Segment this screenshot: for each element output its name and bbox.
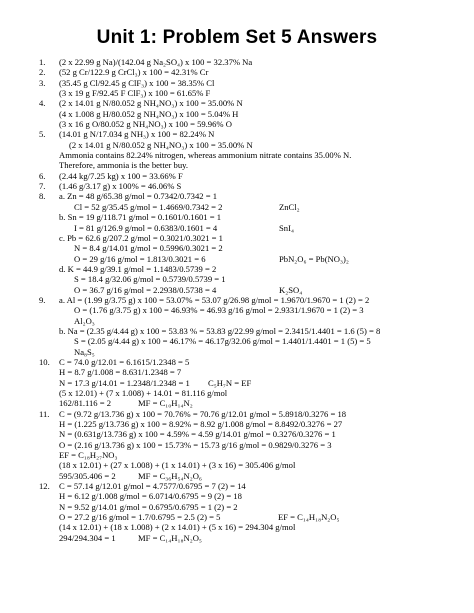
answer-text: C = 57.14 g/12.01 g/mol = 4.7577/0.6795 = 7 (2) = 14 [59,481,246,492]
answer-line [0,202,474,212]
answer-line [0,140,474,150]
formula-result: MF = C₃₆H₅₄N₂O₆ [138,470,202,481]
answer-text: (3 x 19 g F/92.45 F ClF₃) x 100 = 61.65% F [59,88,211,99]
answer-text: (2.44 kg/7.25 kg) x 100 = 33.66% F [59,170,183,181]
answer-text: 595/305.406 = 2 [59,470,116,481]
answer-line [0,388,474,398]
answer-text: a. Al = (1.99 g/3.75 g) x 100 = 53.07% = 53.07 g/26.98 g/mol = 1.9670/1.9670 = 1 (2) = 2 [59,294,370,305]
answer-text: (2 x 14.01 g N/80.052 g NH₄NO₃) x 100 = 35.00% N [59,98,243,109]
problem-number: 4. [39,98,46,109]
answer-text: b. Na = (2.35 g/4.44 g) x 100 = 53.83 % = 53.83 g/22.99 g/mol = 2.3415/1.4401 = 1.6 (5) = 8 [59,325,381,336]
answer-line [0,491,474,501]
answer-text: d. K = 44.9 g/39.1 g/mol = 1.1483/0.5739 = 2 [59,263,217,274]
answer-text: (14 x 12.01) + (18 x 1.008) + (2 x 14.01) + (5 x 16) = 294.304 g/mol [59,522,296,533]
answer-line [0,522,474,532]
answer-line [0,254,474,264]
formula-result: SnI₄ [279,222,294,233]
answer-line [0,471,474,481]
answer-line [0,429,474,439]
answer-line [0,109,474,119]
answer-text: O = 27.2 g/16 g/mol = 1.7/0.6795 = 2.5 (2) = 5 [59,512,221,523]
answer-line [0,481,474,491]
answer-text: (3 x 16 g O/80.052 g NH₄NO₃) x 100 = 59.96% O [59,119,232,130]
answer-line [0,398,474,408]
answer-line [0,533,474,543]
answer-text: I = 81 g/126.9 g/mol = 0.6383/0.1601 = 4 [74,222,218,233]
answer-text: S = (2.05 g/4.44 g) x 100 = 46.17% = 46.17g/32.06 g/mol = 1.4401/1.4401 = 1 (5) = 5 [74,336,371,347]
answer-text: H = 8.7 g/1.008 = 8.631/1.2348 = 7 [59,367,182,378]
answer-text: H = 6.12 g/1.008 g/mol = 6.0714/0.6795 = 9 (2) = 18 [59,491,242,502]
answer-line [0,191,474,201]
formula-result: MF = C₁₄H₁₈N₂O₅ [138,532,202,543]
formula-result: PbN₂O₆ = Pb(NO₃)₂ [279,253,349,264]
answer-line [0,409,474,419]
answer-line [0,305,474,315]
answer-text: C = (9.72 g/13.736 g) x 100 = 70.76% = 70.76 g/12.01 g/mol = 5.8918/0.3276 = 18 [59,408,347,419]
answer-text: Na₈S₅ [74,346,95,357]
answer-text: N = 8.4 g/14.01 g/mol = 0.5996/0.3021 = 2 [74,243,223,254]
answer-text: O = (2.16 g/13.736 g) x 100 = 15.73% = 15.73 g/16 g/mol = 0.9829/0.3276 = 3 [59,439,332,450]
answer-line [0,285,474,295]
answer-text: (2 x 22.99 g Na)/(142.04 g Na₂SO₄) x 100 = 32.37% Na [59,57,253,67]
answer-list [0,57,474,543]
answer-text: S = 18.4 g/32.06 g/mol = 0.5739/0.5739 = 1 [74,274,226,285]
problem-number: 11. [39,408,50,419]
answer-line [0,119,474,129]
page-title: Unit 1: Problem Set 5 Answers [96,27,378,48]
answer-line [0,129,474,139]
answer-text: (14.01 g N/17.034 g NH₃) x 100 = 82.24% N [59,129,215,140]
answer-line [0,264,474,274]
answer-line [0,223,474,233]
answer-line [0,512,474,522]
answer-text: N = 9.52 g/14.01 g/mol = 0.6795/0.6795 = 1 (2) = 2 [59,501,238,512]
answer-text: O = 29 g/16 g/mol = 1.813/0.3021 = 6 [74,253,206,264]
problem-number: 9. [39,294,46,305]
answer-text: EF = C₁₈H₂₇NO₃ [59,450,118,461]
answer-text: (18 x 12.01) + (27 x 1.008) + (1 x 14.01) + (3 x 16) = 305.406 g/mol [59,460,296,471]
formula-result: MF = C₁₀H₁₄N₂ [138,398,193,409]
answer-line [0,326,474,336]
answer-line [0,450,474,460]
answer-line [0,357,474,367]
problem-number: 10. [39,356,50,367]
formula-result: C₅H₇N = EF [208,377,252,388]
answer-text: (35.45 g Cl/92.45 g ClF₃) x 100 = 38.35% Cl [59,77,215,88]
answer-text: 162/81.116 = 2 [59,398,112,409]
answer-line [0,367,474,377]
answer-text: (52 g Cr/122.9 g CrCl₃) x 100 = 42.31% Cr [59,67,209,78]
answer-line [0,295,474,305]
problem-number: 2. [39,67,46,78]
answer-line [0,160,474,170]
formula-result: EF = C₁₄H₁₈N₂O₅ [278,512,340,523]
answer-line [0,57,474,67]
answer-text: b. Sn = 19 g/118.71 g/mol = 0.1601/0.1601 = 1 [59,212,221,223]
problem-number: 7. [39,181,46,192]
answer-text: Al₂O₃ [74,315,95,326]
answer-line [0,212,474,222]
answer-text: (1.46 g/3.17 g) x 100% = 46.06% S [59,181,182,192]
answer-line [0,171,474,181]
answer-line [0,78,474,88]
answer-line [0,336,474,346]
problem-number: 8. [39,191,46,202]
answer-text: Therefore, ammonia is the better buy. [59,160,189,171]
answer-text: O = 36.7 g/16 g/mol = 2.2938/0.5738 = 4 [74,284,217,295]
answer-line [0,347,474,357]
answer-line [0,502,474,512]
answer-text: H = (1.225 g/13.736 g) x 100 = 8.92% = 8.92 g/1.008 g/mol = 8.8492/0.3276 = 27 [59,419,343,430]
problem-number: 5. [39,129,46,140]
answer-text: N = 17.3 g/14.01 = 1.2348/1.2348 = 1 [59,377,190,388]
answer-line [0,316,474,326]
formula-result: ZnCl₂ [279,201,300,212]
answer-text: 294/294.304 = 1 [59,532,116,543]
answer-text: Cl = 52 g/35.45 g/mol = 1.4669/0.7342 = 2 [74,201,223,212]
answer-line [0,98,474,108]
answer-line [0,440,474,450]
answer-text: (5 x 12.01) + (7 x 1.008) + 14.01 = 81.116 g/mol [59,388,228,398]
answer-line [0,243,474,253]
problem-number: 3. [39,77,46,88]
problem-number: 6. [39,170,46,181]
answer-text: (2 x 14.01 g N/80.052 g NH₄NO₃) x 100 = 35.00% N [69,139,253,150]
answer-text: c. Pb = 62.6 g/207.2 g/mol = 0.3021/0.3021 = 1 [59,232,223,243]
formula-result: K₂SO₄ [279,284,303,295]
problem-number: 1. [39,57,46,67]
answer-line [0,274,474,284]
answer-line [0,150,474,160]
answer-text: O = (1.76 g/3.75 g) x 100 = 46.93% = 46.93 g/16 g/mol = 2.9331/1.9670 = 1 (2) = 3 [74,305,364,316]
answer-text: Ammonia contains 82.24% nitrogen, whereas ammonium nitrate contains 35.00% N. [59,150,352,161]
answer-line [0,460,474,470]
problem-number: 12. [39,481,50,492]
answer-text: a. Zn = 48 g/65.38 g/mol = 0.7342/0.7342 = 1 [59,191,218,202]
answer-text: C = 74.0 g/12.01 = 6.1615/1.2348 = 5 [59,356,190,367]
answer-line [0,88,474,98]
answer-text: N = (0.631g/13.736 g) x 100 = 4.59% = 4.59 g/14.01 g/mol = 0.3276/0.3276 = 1 [59,429,336,440]
answer-text: (4 x 1.008 g H/80.052 g NH₄NO₃) x 100 = 5.04% H [59,108,239,119]
answer-line [0,419,474,429]
answer-line [0,378,474,388]
answer-line [0,67,474,77]
answer-line [0,233,474,243]
answer-line [0,181,474,191]
